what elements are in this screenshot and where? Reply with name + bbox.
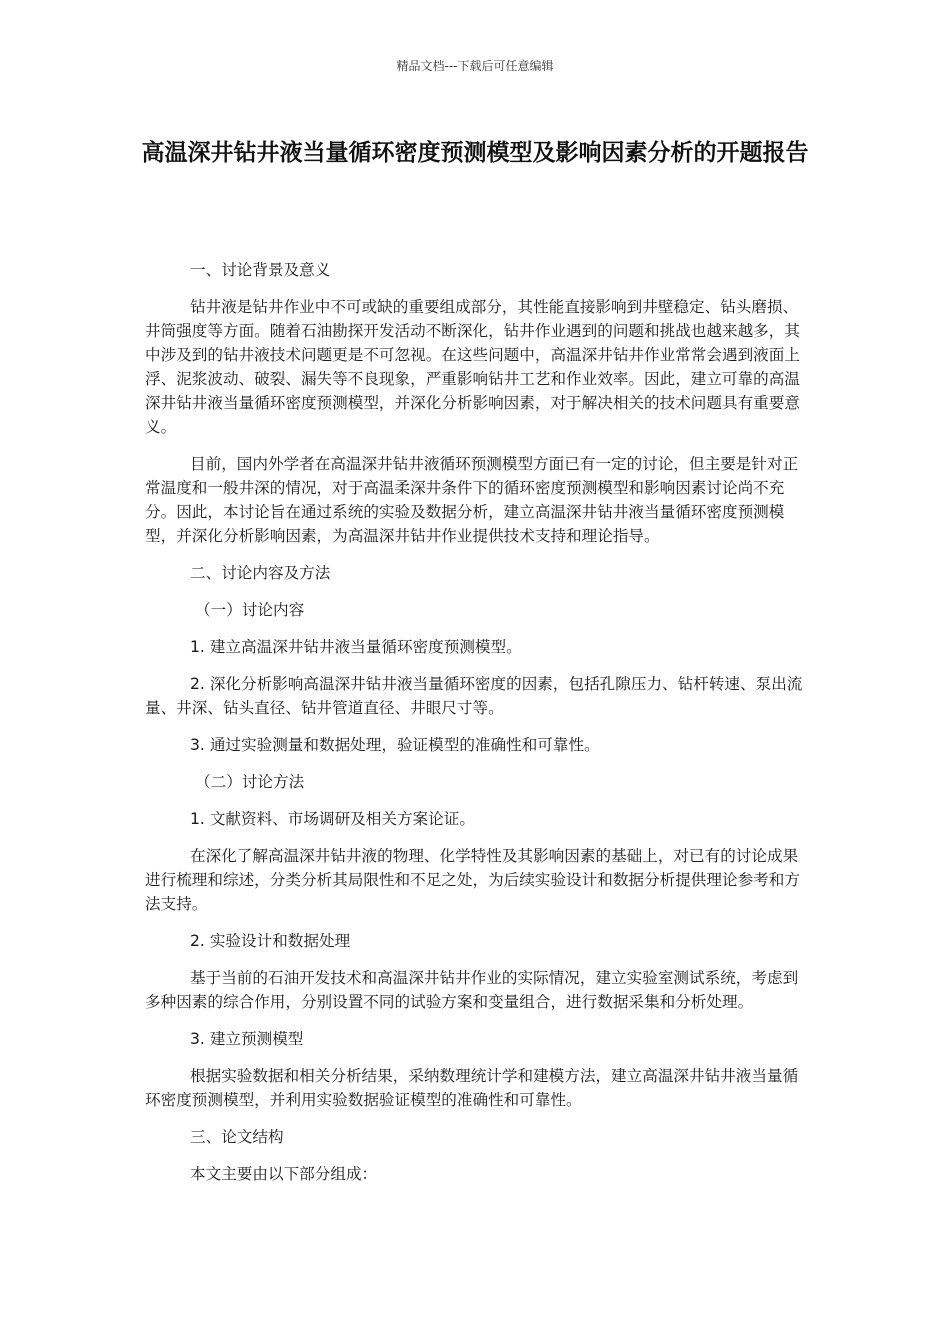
section-heading: 二、讨论内容及方法 (190, 564, 331, 582)
page-header: 精品文档---下载后可任意编辑 (396, 59, 554, 73)
list-item: 1. 建立高温深井钻井液当量循环密度预测模型。 (190, 638, 522, 656)
list-item: 2. 实验设计和数据处理 (190, 932, 351, 950)
subsection-heading: （一）讨论内容 (195, 601, 305, 619)
paragraph: 基于当前的石油开发技术和高温深井钻井作业的实际情况，建立实验室测试系统，考虑到多种因素的综合作用，分别设置不同的试验方案和变量组合，进行数据采集和分析处理。 (145, 969, 799, 1011)
paragraph: 目前，国内外学者在高温深井钻井液循环预测模型方面已有一定的讨论，但主要是针对正常温度和一般井深的情况，对于高温柔深井条件下的循环密度预测模型和影响因素讨论尚不充分。因此，本讨论旨在通过系统的实验及数据分析，建立高温深井钻井液当量循环密度预测模型，并深化分析影响因素，为高温深井钻井作业提供技术支持和理论指导。 (145, 455, 799, 545)
subsection-heading: （二）讨论方法 (195, 773, 305, 791)
paragraph: 本文主要由以下部分组成： (190, 1165, 378, 1183)
section-heading: 三、论文结构 (190, 1128, 284, 1146)
paragraph: 在深化了解高温深井钻井液的物理、化学特性及其影响因素的基础上，对已有的讨论成果进行梳理和综述，分类分析其局限性和不足之处，为后续实验设计和数据分析提供理论参考和方法支持。 (145, 847, 800, 913)
list-item: 2. 深化分析影响高温深井钻井液当量循环密度的因素，包括孔隙压力、钻杆转速、泵出流量、井深、钻头直径、钻井管道直径、井眼尺寸等。 (145, 675, 803, 717)
list-item: 1. 文献资料、市场调研及相关方案论证。 (190, 810, 475, 828)
list-item: 3. 通过实验测量和数据处理，验证模型的准确性和可靠性。 (190, 736, 600, 754)
paragraph: 钻井液是钻井作业中不可或缺的重要组成部分，其性能直接影响到井壁稳定、钻头磨损、井筒强度等方面。随着石油勘探开发活动不断深化，钻井作业遇到的问题和挑战也越来越多，其中涉及到的钻井液技术问题更是不可忽视。在这些问题中，高温深井钻井作业常常会遇到液面上浮、泥浆波动、破裂、漏失等不良现象，严重影响钻井工艺和作业效率。因此，建立可靠的高温深井钻井液当量循环密度预测模型，并深化分析影响因素，对于解决相关的技术问题具有重要意义。 (145, 298, 800, 436)
paragraph: 根据实验数据和相关分析结果，采纳数理统计学和建模方法，建立高温深井钻井液当量循环密度预测模型，并利用实验数据验证模型的准确性和可靠性。 (145, 1067, 799, 1109)
document-title: 高温深井钻井液当量循环密度预测模型及影响因素分析的开题报告 (141, 140, 809, 166)
list-item: 3. 建立预测模型 (190, 1030, 304, 1048)
document-body (145, 258, 809, 1199)
section-heading: 一、讨论背景及意义 (190, 261, 331, 279)
